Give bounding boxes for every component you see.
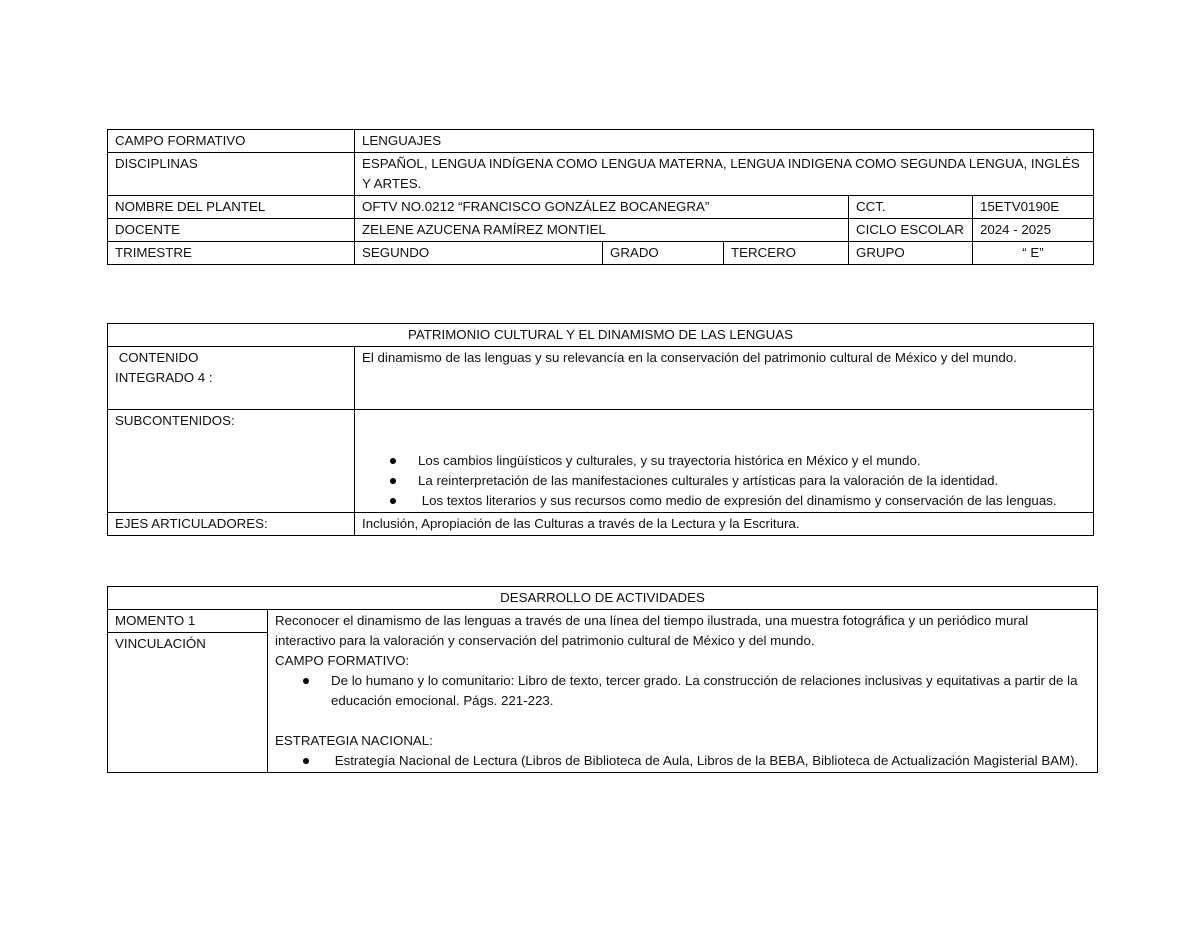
subcontenidos-cell <box>355 410 1094 513</box>
estrategia-list <box>275 751 1090 771</box>
list-item: Estrategía Nacional de Lectura (Libros de Biblioteca de Aula, Libros de la BEBA, Biblioteca de Actualización Magisterial BAM). <box>331 751 1090 771</box>
trimestre-value: SEGUNDO <box>355 242 603 265</box>
subcontenidos-label: SUBCONTENIDOS: <box>108 410 355 513</box>
cct-value: 15ETV0190E <box>973 196 1094 219</box>
ejes-value: Inclusión, Apropiación de las Culturas a través de la Lectura y la Escritura. <box>355 513 1094 536</box>
activity-description: Reconocer el dinamismo de las lenguas a través de una línea del tiempo ilustrada, una muestra fotográfica y un periódico mural interactivo para la valoración y conservación del patrimonio cultural de México y del mundo. <box>275 613 1029 648</box>
content-title: PATRIMONIO CULTURAL Y EL DINAMISMO DE LAS LENGUAS <box>108 324 1094 347</box>
vinculacion-label: VINCULACIÓN <box>115 636 206 651</box>
campo-formativo-list <box>275 671 1090 711</box>
estrategia-heading: ESTRATEGIA NACIONAL: <box>275 733 433 748</box>
grado-label: GRADO <box>603 242 724 265</box>
campo-formativo-label: CAMPO FORMATIVO <box>108 130 355 153</box>
table-row <box>108 242 1094 265</box>
list-item: Los textos literarios y sus recursos como medio de expresión del dinamismo y conservación de las lenguas. <box>418 491 1086 511</box>
table-row <box>108 324 1094 347</box>
activities-table <box>107 586 1098 773</box>
activities-cell <box>268 610 1098 773</box>
ejes-label: EJES ARTICULADORES: <box>108 513 355 536</box>
general-info-table <box>107 129 1094 265</box>
table-row <box>108 196 1094 219</box>
list-item: La reinterpretación de las manifestaciones culturales y artísticas para la valoración de la identidad. <box>418 471 1086 491</box>
contenido-label-line-2: INTEGRADO 4 : <box>115 370 213 385</box>
table-row <box>108 410 1094 513</box>
docente-value: ZELENE AZUCENA RAMÍREZ MONTIEL <box>355 219 849 242</box>
contenido-label <box>108 347 355 410</box>
grupo-label: GRUPO <box>849 242 973 265</box>
table-row <box>108 587 1098 610</box>
disciplinas-value: ESPAÑOL, LENGUA INDÍGENA COMO LENGUA MATERNA, LENGUA INDIGENA COMO SEGUNDA LENGUA, INGLÉS Y ARTES. <box>355 153 1094 196</box>
list-item: Los cambios lingüísticos y culturales, y su trayectoria histórica en México y el mundo. <box>418 451 1086 471</box>
trimestre-label: TRIMESTRE <box>108 242 355 265</box>
plantel-label: NOMBRE DEL PLANTEL <box>108 196 355 219</box>
grupo-value: “ E” <box>973 242 1094 265</box>
table-row <box>108 153 1094 196</box>
plantel-value: OFTV NO.0212 “FRANCISCO GONZÁLEZ BOCANEGRA” <box>355 196 849 219</box>
docente-label: DOCENTE <box>108 219 355 242</box>
cct-label: CCT. <box>849 196 973 219</box>
campo-formativo-heading: CAMPO FORMATIVO: <box>275 653 410 668</box>
table-row <box>108 219 1094 242</box>
subcontenidos-list <box>362 451 1086 511</box>
table-row <box>108 347 1094 410</box>
momento-label: MOMENTO 1 <box>108 610 267 633</box>
activities-title: DESARROLLO DE ACTIVIDADES <box>108 587 1098 610</box>
grado-value: TERCERO <box>724 242 849 265</box>
list-item: De lo humano y lo comunitario: Libro de texto, tercer grado. La construcción de relaciones inclusivas y equitativas a partir de la educación emocional. Págs. 221-223. <box>331 671 1090 711</box>
campo-formativo-value: LENGUAJES <box>355 130 1094 153</box>
disciplinas-label: DISCIPLINAS <box>108 153 355 196</box>
ciclo-escolar-label: CICLO ESCOLAR <box>849 219 973 242</box>
ciclo-escolar-value: 2024 - 2025 <box>973 219 1094 242</box>
table-row <box>108 130 1094 153</box>
contenido-label-line-1: CONTENIDO <box>115 350 199 365</box>
table-row <box>108 513 1094 536</box>
contenido-value: El dinamismo de las lenguas y su relevancía en la conservación del patrimonio cultural de México y del mundo. <box>355 347 1094 410</box>
table-row <box>108 610 1098 773</box>
momento-cell <box>108 610 268 773</box>
content-table <box>107 323 1094 536</box>
